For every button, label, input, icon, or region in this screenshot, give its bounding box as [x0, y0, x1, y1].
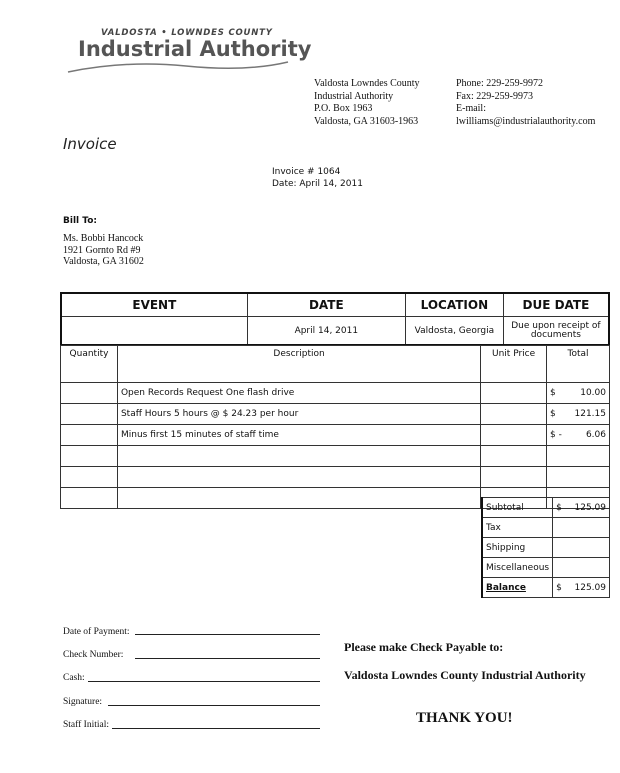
check-number-label: Check Number: — [63, 650, 124, 660]
description-header: Description — [117, 346, 480, 383]
total-cell — [547, 425, 610, 446]
misc-label: Miscellaneous — [482, 558, 553, 578]
total-cell — [547, 467, 610, 488]
bill-to-city: Valdosta, GA 31602 — [63, 256, 144, 267]
bill-to-label: Bill To: — [63, 216, 97, 226]
company-address — [314, 78, 420, 128]
totals-table — [481, 497, 610, 598]
event-value — [61, 317, 247, 346]
location-value: Valdosta, Georgia — [405, 317, 503, 346]
description-cell: Open Records Request One flash drive — [117, 383, 480, 404]
items-table — [60, 345, 610, 509]
currency: $ — [556, 502, 562, 513]
invoice-meta — [272, 166, 363, 190]
quantity-cell — [61, 425, 118, 446]
table-row — [61, 446, 610, 467]
invoice-date: Date: April 14, 2011 — [272, 179, 363, 189]
balance-value — [553, 578, 610, 598]
payable-company: Valdosta Lowndes County Industrial Authority — [344, 668, 586, 682]
due-date-value: Due upon receipt of documents — [503, 317, 609, 346]
description-cell — [117, 467, 480, 488]
misc-value — [553, 558, 610, 578]
date-of-payment-field[interactable] — [135, 634, 320, 635]
date-value: April 14, 2011 — [247, 317, 405, 346]
email: lwilliams@industrialauthority.com — [456, 115, 596, 127]
event-table — [60, 292, 610, 346]
currency: $ — [556, 582, 562, 593]
invoice-title: Invoice — [63, 135, 117, 153]
quantity-cell — [61, 404, 118, 425]
date-of-payment-label: Date of Payment: — [63, 627, 130, 637]
currency: $ - — [550, 430, 562, 440]
staff-initial-field[interactable] — [112, 728, 320, 729]
description-cell: Minus first 15 minutes of staff time — [117, 425, 480, 446]
subtotal-value — [553, 498, 610, 518]
date-header: DATE — [247, 293, 405, 317]
tax-label: Tax — [482, 518, 553, 538]
unit-price-cell — [481, 404, 547, 425]
table-row — [61, 425, 610, 446]
signature-label: Signature: — [63, 697, 103, 707]
total-cell — [547, 404, 610, 425]
description-cell — [117, 446, 480, 467]
due-date-header: DUE DATE — [503, 293, 609, 317]
cash-field[interactable] — [88, 681, 320, 682]
shipping-label: Shipping — [482, 538, 553, 558]
table-row — [61, 383, 610, 404]
items-table-header — [61, 346, 610, 383]
event-table-header — [61, 293, 609, 317]
balance-label: Balance — [482, 578, 553, 598]
total-cell — [547, 446, 610, 467]
event-header: EVENT — [61, 293, 247, 317]
bill-to-name: Ms. Bobbi Hancock — [63, 233, 144, 244]
bill-to-street: 1921 Gornto Rd #9 — [63, 244, 141, 256]
event-table-row — [61, 317, 609, 346]
logo-subtitle: VALDOSTA • LOWNDES COUNTY — [101, 28, 273, 38]
check-number-field[interactable] — [135, 658, 320, 659]
quantity-cell — [61, 383, 118, 404]
payable-instruction: Please make Check Payable to: — [344, 640, 504, 654]
currency: $ — [550, 409, 556, 419]
amount: 10.00 — [580, 388, 606, 398]
phone: Phone: 229-259-9972 — [456, 78, 543, 89]
bill-to-address — [63, 233, 144, 268]
address-line: Valdosta Lowndes County — [314, 78, 420, 89]
signature-field[interactable] — [108, 705, 320, 706]
table-row — [61, 467, 610, 488]
unit-price-cell — [481, 425, 547, 446]
amount: 125.09 — [574, 502, 606, 513]
thank-you: THANK YOU! — [416, 710, 513, 726]
staff-initial-label: Staff Initial: — [63, 720, 109, 730]
description-cell: Staff Hours 5 hours @ $ 24.23 per hour — [117, 404, 480, 425]
description-cell — [117, 488, 480, 509]
address-line: P.O. Box 1963 — [314, 103, 373, 114]
unit-price-cell — [481, 467, 547, 488]
subtotal-label: Subtotal — [482, 498, 553, 518]
amount: 6.06 — [585, 430, 606, 440]
logo-swoosh-icon — [66, 56, 291, 78]
amount: 125.09 — [574, 582, 606, 593]
location-header: LOCATION — [405, 293, 503, 317]
quantity-header: Quantity — [61, 346, 118, 383]
cash-label: Cash: — [63, 673, 85, 683]
shipping-value — [553, 538, 610, 558]
tax-value — [553, 518, 610, 538]
quantity-cell — [61, 488, 118, 509]
company-contact — [456, 78, 595, 128]
address-line: Industrial Authority — [314, 90, 394, 102]
shipping-row — [482, 538, 610, 558]
table-row — [61, 404, 610, 425]
fax: Fax: 229-259-9973 — [456, 90, 533, 102]
total-header: Total — [547, 346, 610, 383]
quantity-cell — [61, 467, 118, 488]
quantity-cell — [61, 446, 118, 467]
misc-row — [482, 558, 610, 578]
amount: 121.15 — [574, 409, 606, 419]
unit-price-cell — [481, 383, 547, 404]
email-label: E-mail: — [456, 103, 486, 114]
logo-title: Industrial Authority — [78, 37, 312, 61]
subtotal-row — [482, 498, 610, 518]
balance-row — [482, 578, 610, 598]
invoice-number: Invoice # 1064 — [272, 167, 341, 177]
tax-row — [482, 518, 610, 538]
unit-price-cell — [481, 446, 547, 467]
address-line: Valdosta, GA 31603-1963 — [314, 115, 419, 127]
total-cell — [547, 383, 610, 404]
currency: $ — [550, 388, 556, 398]
unit-price-header: Unit Price — [481, 346, 547, 383]
